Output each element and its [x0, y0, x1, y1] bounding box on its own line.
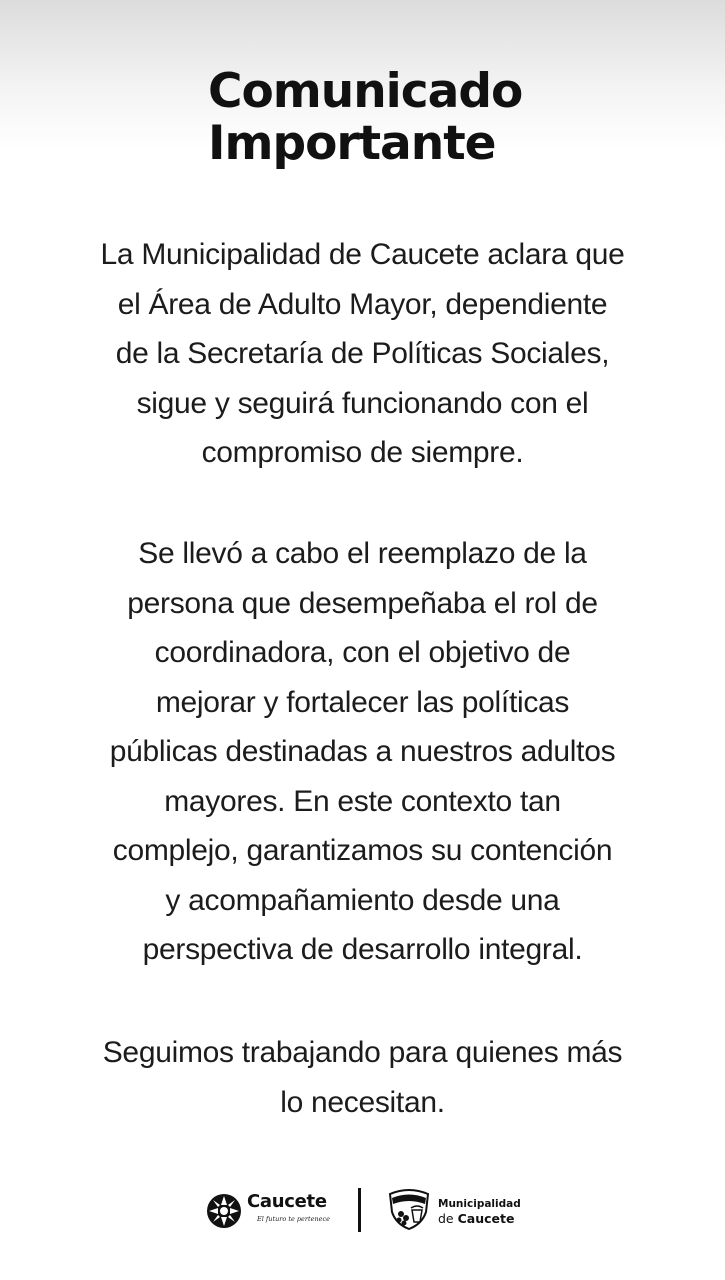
caucete-brand-name: Caucete: [247, 1191, 327, 1212]
title-line-1: Comunicado: [208, 64, 523, 119]
paragraph-3: [40, 1028, 685, 1127]
municipalidad-logo: [386, 1188, 536, 1230]
paragraph-line: mayores. En este contexto tan: [164, 784, 561, 818]
municipalidad-label: Municipalidad: [438, 1198, 521, 1210]
paragraph-line: de la Secretaría de Políticas Sociales,: [115, 337, 610, 370]
page-title: [208, 66, 628, 170]
paragraph-line: complejo, garantizamos su contención: [112, 834, 613, 867]
paragraph-line: públicas destinadas a nuestros adultos: [109, 735, 616, 768]
paragraph-2: [40, 529, 685, 975]
municipalidad-prefix: de: [438, 1211, 458, 1226]
caucete-brand-tagline: El futuro te pertenece: [257, 1215, 330, 1223]
paragraph-line: perspectiva de desarrollo integral.: [142, 933, 583, 966]
municipalidad-place: [438, 1211, 514, 1226]
paragraph-line: lo necesitan.: [280, 1085, 445, 1119]
paragraph-line: La Municipalidad de Caucete aclara que: [100, 238, 625, 271]
footer-divider: [358, 1188, 361, 1232]
title-line-2: Importante: [208, 116, 496, 171]
paragraph-line: compromiso de siempre.: [201, 436, 524, 469]
paragraph-line: y acompañamiento desde una: [165, 883, 560, 917]
paragraph-line: persona que desempeñaba el rol de: [127, 586, 598, 620]
paragraph-line: coordinadora, con el objetivo de: [154, 636, 571, 669]
paragraph-line: el Área de Adulto Mayor, dependiente: [117, 287, 608, 321]
municipalidad-name: Caucete: [457, 1211, 515, 1226]
paragraph-line: sigue y seguirá funcionando con el: [136, 386, 589, 420]
paragraph-line: Seguimos trabajando para quienes más: [102, 1036, 623, 1069]
municipal-shield-icon: [386, 1188, 432, 1230]
caucete-emblem-icon: [206, 1193, 242, 1229]
paragraph-line: mejorar y fortalecer las políticas: [155, 685, 570, 719]
paragraph-1: [40, 230, 685, 478]
paragraph-line: Se llevó a cabo el reemplazo de la: [138, 537, 587, 570]
footer-logos: [0, 1185, 725, 1235]
caucete-brand-logo: [206, 1191, 336, 1231]
